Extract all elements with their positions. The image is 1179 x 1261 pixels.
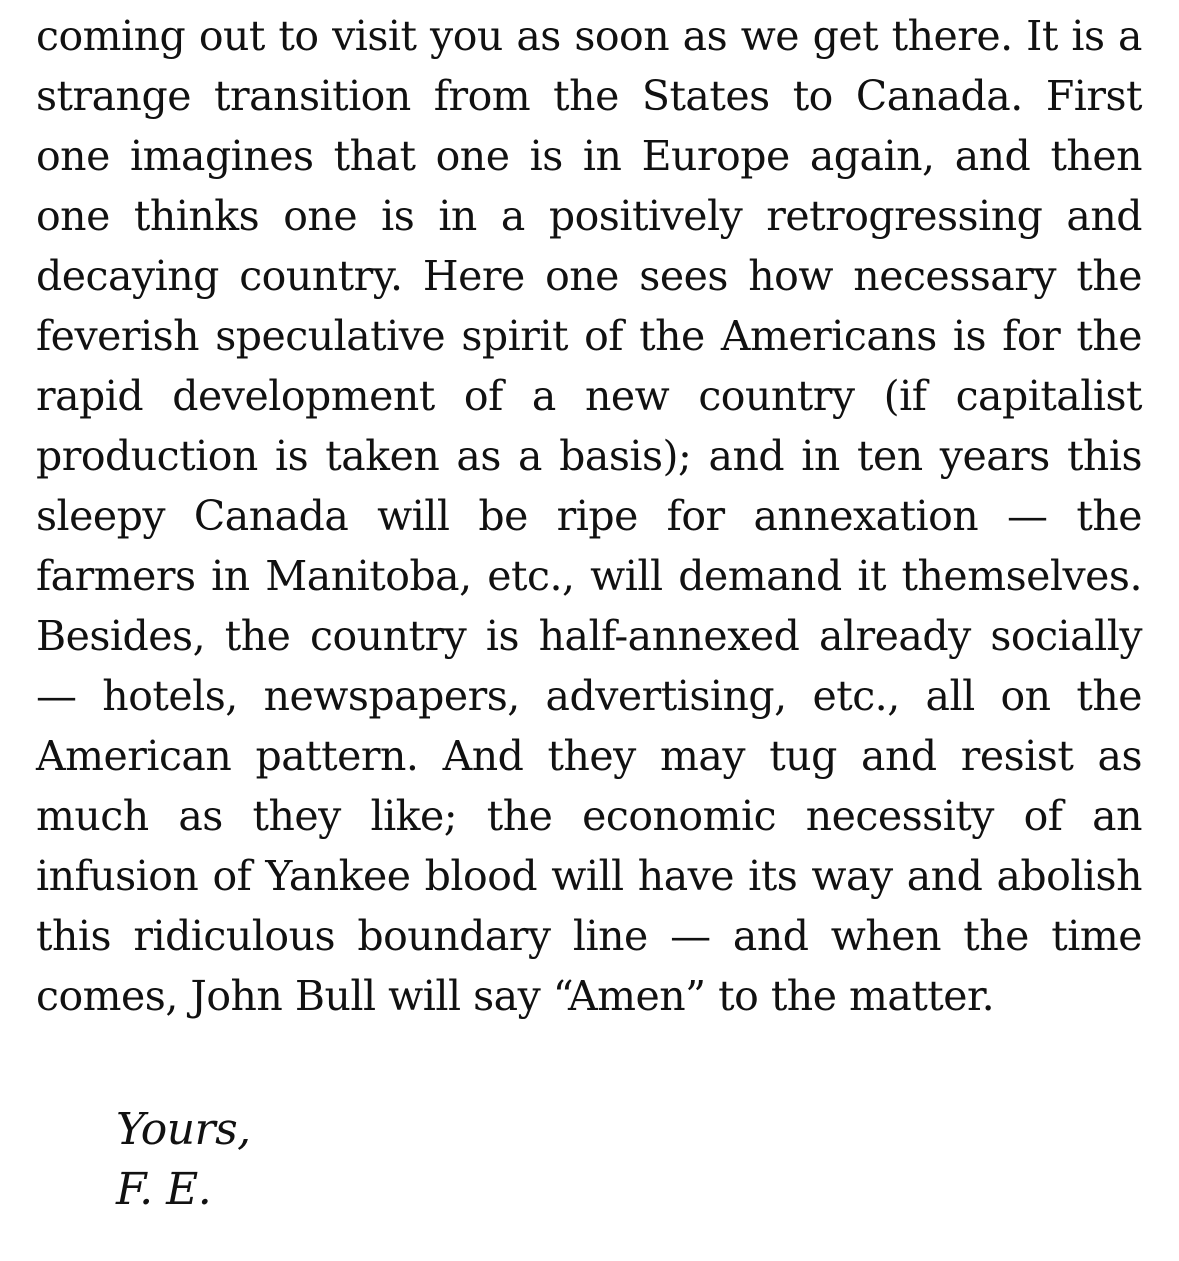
closing-salutation: Yours,: [116, 1104, 251, 1155]
body-paragraph: coming out to visit you as soon as we get there. It is a strange transition from the States to Canada. First one imagines that one is in Europe again, and then one thinks one is in a positively retrogressing and decaying country. Here one sees how necessary the feverish speculative spirit of the Americans is for the rapid development of a new country (if capitalist production is taken as a basis); and in ten years this sleepy Canada will be ripe for annexation — the farmers in Manitoba, etc., will demand it themselves. Besides, the country is half-annexed already socially — hotels, newspapers, advertising, etc., all on the American pattern. And they may tug and resist as much as they like; the economic necessity of an infusion of Yankee blood will have its way and abolish this ridiculous boundary line — and when the time comes, John Bull will say “Amen” to the matter.: [36, 12, 1142, 1020]
letter-closing: [116, 1100, 251, 1220]
closing-signature: F. E.: [116, 1164, 212, 1215]
